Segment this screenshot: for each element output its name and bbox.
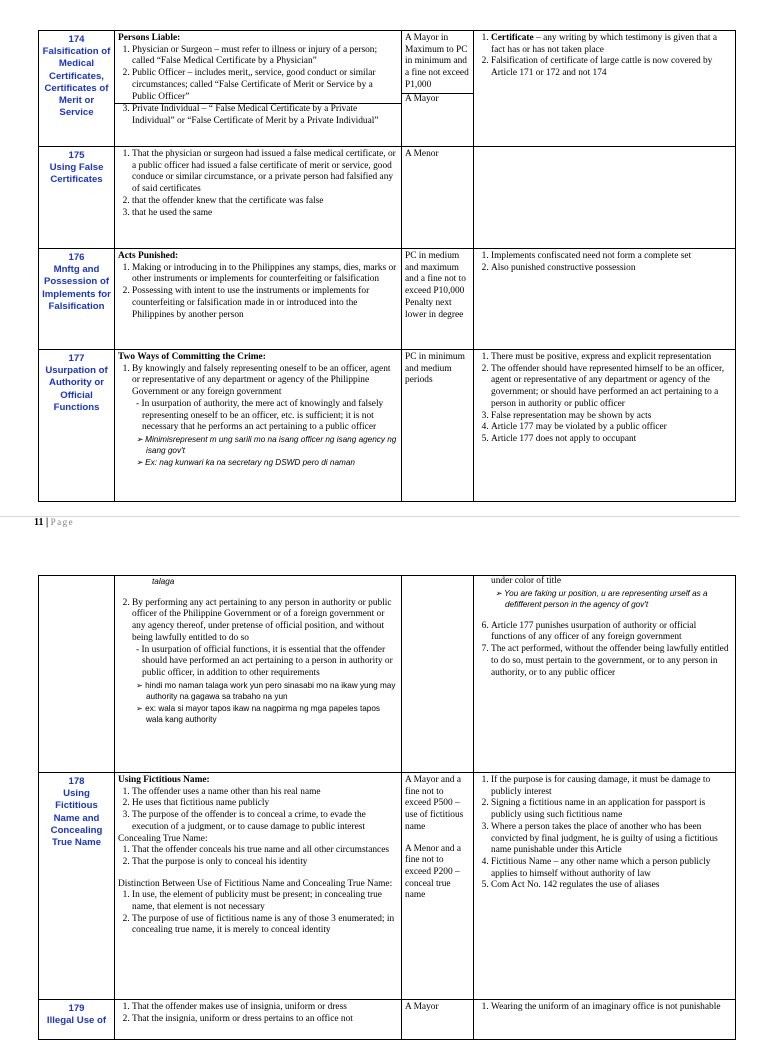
list-item: 2. That the purpose is only to conceal his identity [132, 857, 398, 869]
arrow-bullet-icon: ➢ [136, 457, 146, 467]
list-item: 3. False representation may be shown by acts [491, 411, 732, 423]
list-item [491, 33, 732, 56]
table-row-174 [39, 31, 736, 147]
list-item: 3. Where a person takes the place of another who has been convicted by final judgment, he is guilty of using a fictitious name punishable under this Article [491, 822, 732, 857]
article-cell [39, 31, 115, 147]
penalty-cell [402, 773, 474, 1000]
penalty-cell [402, 1000, 474, 1040]
elements-cell [115, 773, 402, 1000]
list-item: 1. That the offender conceals his true name and all other circumstances [132, 845, 398, 857]
list-item: 1. That the physician or surgeon had issued a false medical certificate, or a public officer had issued a false certificate of merit or service, good conduce or similar circumstance, or a private person had falsified any of said certificates [132, 149, 398, 196]
section-heading: Distinction Between Use of Fictitious Name and Concealing True Name: [118, 878, 393, 889]
penalty-cell [402, 249, 474, 350]
notes-cell [474, 350, 736, 502]
penalty-cell [402, 350, 474, 502]
notes-cell [474, 773, 736, 1000]
term: Certificate [491, 33, 534, 43]
arrow-bullet-icon: ➢ [136, 680, 146, 690]
footer-page-label: Page [50, 517, 75, 527]
list-item: 2. Falsification of certificate of large cattle is now covered by Article 171 or 172 and not 174 [491, 56, 732, 79]
elements-cell [115, 31, 402, 147]
list-item: 7. The act performed, without the offender being lawfully entitled to do so, must pertain to the government, or to any person in authority, or to any public officer [491, 644, 732, 679]
penalty-cell [402, 147, 474, 249]
list-item: 1. In use, the element of publicity must be present; in concealing true name, that element is not necessary [132, 890, 398, 913]
list-item: 5. Com Act No. 142 regulates the use of aliases [491, 880, 732, 892]
crimes-table-page-11 [38, 30, 736, 502]
article-title: Falsification of Medical Certificates, Certificates of Merit or Service [42, 46, 111, 119]
article-number: 176 [68, 252, 85, 263]
notes-cell [474, 147, 736, 249]
article-title: Illegal Use of [46, 1015, 107, 1027]
table-row-176 [39, 249, 736, 350]
section-heading: Acts Punished: [118, 251, 179, 261]
list-item: 1. If the purpose is for causing damage, it must be damage to publicly interest [491, 775, 732, 798]
arrow-bullet-icon: ➢ [136, 434, 146, 444]
crimes-table-page-12 [38, 575, 736, 1040]
penalty-text: A Mayor in Maximum to PC in minimum and a fine not exceed P1,000 [405, 33, 469, 90]
list-item [132, 364, 398, 434]
elements-cell [115, 1000, 402, 1040]
list-item: 5. Article 177 does not apply to occupant [491, 434, 732, 446]
list-item: 4. Fictitious Name – any other name which a person publicly applies to himself without authority of law [491, 857, 732, 880]
list-item: 1. The offender uses a name other than his real name [132, 787, 398, 799]
article-title: Using False Certificates [49, 162, 104, 186]
page-12 [0, 560, 768, 1027]
list-item: 3. The purpose of the offender is to conceal a crime, to evade the execution of a judgment, or to cause damage to public interest [132, 810, 398, 833]
notes-cell [474, 249, 736, 350]
article-cell [39, 1000, 115, 1040]
arrow-note [118, 703, 398, 726]
article-title: Usurpation of Authority or Official Functions [45, 365, 108, 413]
notes-cell [474, 1000, 736, 1040]
list-item: 1. Implements confiscated need not form a complete set [491, 251, 732, 263]
arrow-note-text: You are faking ur position, u are representing urself as a defifferent person in the agency of gov't [504, 588, 708, 610]
article-cell [39, 249, 115, 350]
list-item: 1. Making or introducing in to the Philippines any stamps, dies, marks or other instruments or implements for counterfeiting or falsification [132, 263, 398, 286]
list-item: 2. Possessing with intent to use the instruments or implements for counterfeiting or falsification made in or introduced into the Philippines by another person [132, 286, 398, 321]
notes-cell [474, 31, 736, 147]
list-item [132, 598, 398, 680]
list-item: 2. that the offender knew that the certificate was false [132, 196, 398, 208]
penalty-text: A Mayor and a fine not to exceed P500 – use of fictitious name [405, 775, 464, 832]
article-number: 179 [68, 1003, 85, 1014]
arrow-note-text: Minimisrepresent m ung sarili mo na isang officer ng isang agency ng isang gov't [145, 434, 397, 456]
article-title: Using Fictitious Name and Concealing True Name [50, 788, 103, 849]
list-item: 2. The purpose of use of fictitious name is any of those 3 enumerated; in concealing true name, it is merely to conceal identity [132, 914, 398, 937]
penalty-text: A Menor and a fine not to exceed P200 – conceal true name [405, 843, 461, 901]
list-item: 2. The offender should have represented himself to be an officer, agent or representative of any department or agency of the government; or should have performed an act pertaining to a person in authority or public officer [491, 364, 732, 411]
section-heading: Persons Liable: [118, 33, 181, 43]
page-divider [0, 516, 740, 517]
section-heading: Using Fictitious Name: [118, 775, 210, 785]
article-cell [39, 147, 115, 249]
table-row-175 [39, 147, 736, 249]
arrow-note [118, 434, 398, 457]
list-item: 2. Signing a fictitious name in an application for passport is publicly using such fictitious name [491, 798, 732, 821]
article-cell [39, 350, 115, 502]
continued-text: talaga [152, 577, 175, 586]
list-item: 1. That the offender makes use of insignia, uniform or dress [132, 1002, 398, 1014]
row-divider [115, 103, 401, 127]
arrow-bullet-icon: ➢ [136, 703, 146, 713]
list-item: 4. Article 177 may be violated by a public officer [491, 422, 732, 434]
arrow-bullet-icon: ➢ [495, 588, 505, 598]
sub-note: - In usurpation of authority, the mere act of knowingly and falsely representing oneself to be an officer, etc. is sufficient; it is not necessary that he performs an act pertaining to a public officer [136, 398, 384, 433]
arrow-note [477, 588, 732, 611]
arrow-note [118, 680, 398, 703]
section-heading: Two Ways of Committing the Crime: [118, 352, 266, 362]
article-number: 178 [68, 776, 85, 787]
arrow-note-text: ex: wala si mayor tapos ikaw na nagpirma ng mga papeles tapos wala kang authority [145, 703, 380, 725]
penalty-text: A Menor [405, 149, 439, 159]
elements-cell [115, 147, 402, 249]
sub-note: - In usurpation of official functions, it is essential that the offender should have performed an act pertaining to a person in authority or public officer, in addition to other requirements [136, 644, 393, 678]
list-item: 1. Wearing the uniform of an imaginary office is not punishable [491, 1002, 732, 1014]
list-item: 2. That the insignia, uniform or dress pertains to an office not [132, 1014, 398, 1026]
term-definition: – any writing by which testimony is given that a fact has or has not taken place [491, 33, 717, 55]
list-item: 6. Article 177 punishes usurpation of authority or official functions of any officer of any foreign government [491, 621, 732, 644]
notes-cell [474, 576, 736, 773]
penalty-cell [402, 576, 474, 773]
list-item-text: By performing any act pertaining to any person in authority or public officer of the Philippine Government or of a foreign government or any agency thereof, under pretense of official position, and without being lawfully entitled to do so [132, 597, 392, 643]
list-item-text: By knowingly and falsely representing oneself to be an officer, agent or representative of any department or agency of the Philippine Government or any foreign government [132, 363, 391, 398]
arrow-note [118, 457, 398, 469]
table-row-179 [39, 1000, 736, 1040]
article-number: 174 [68, 34, 85, 45]
page-number: 11 [34, 517, 44, 528]
continued-text: under color of title [491, 576, 562, 586]
penalty-text: A Mayor [402, 93, 473, 106]
article-number: 177 [68, 353, 85, 364]
list-item: 2. Also punished constructive possession [491, 263, 732, 275]
elements-cell [115, 249, 402, 350]
elements-cell [115, 576, 402, 773]
elements-cell [115, 350, 402, 502]
penalty-text: PC in minimum and medium periods [405, 352, 465, 386]
penalty-text: A Mayor [405, 1002, 439, 1012]
list-item: 1. Physician or Surgeon – must refer to illness or injury of a person; called “False Medical Certificate by a Physician” [132, 45, 398, 68]
footer-separator: | [43, 517, 51, 528]
table-row-177 [39, 350, 736, 502]
page-footer [34, 517, 74, 528]
list-item: 3. Private Individual – “ False Medical Certificate by a Private Individual” or “False Certificate of Merit by a Private Individual” [132, 104, 398, 127]
section-heading: Concealing True Name: [118, 833, 208, 844]
article-number: 175 [68, 150, 85, 161]
arrow-note-text: Ex: nag kunwari ka na secretary ng DSWD pero di naman [145, 457, 355, 467]
list-item: 1. There must be positive, express and explicit representation [491, 352, 732, 364]
penalty-cell [402, 31, 474, 147]
penalty-text: PC in medium and maximum and a fine not to exceed P10,000 Penalty next lower in degree [405, 251, 466, 320]
article-cell [39, 773, 115, 1000]
list-item: 3. that he used the same [132, 208, 398, 220]
article-cell [39, 576, 115, 773]
table-row-177-continued [39, 576, 736, 773]
list-item: 2. He uses that fictitious name publicly [132, 798, 398, 810]
arrow-note-text: hindi mo naman talaga work yun pero sinasabi mo na ikaw yung may authority na gagawa sa trabaho na yun [145, 680, 396, 702]
article-title: Mnftg and Possession of Implements for Falsification [42, 264, 111, 312]
table-row-178 [39, 773, 736, 1000]
list-item: 2. Public Officer – includes merit,, service, good conduct or similar circumstances; called “False Certificate of Merit or Service by a Public Officer” [132, 68, 398, 103]
